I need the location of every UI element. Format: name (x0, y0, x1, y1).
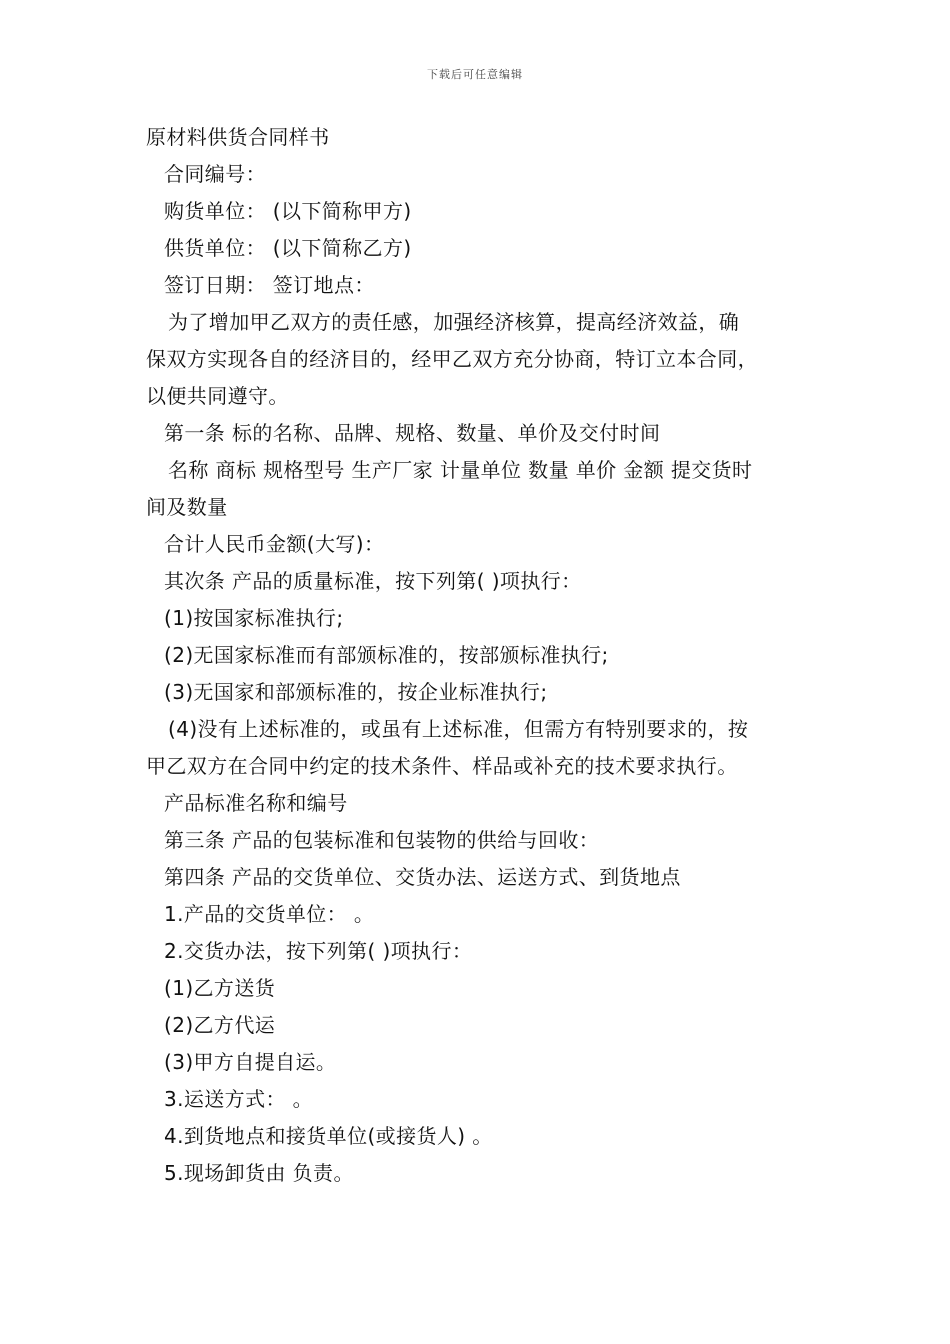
article-4-item-2-option-1: (1)乙方送货 (164, 976, 276, 1000)
article-2-heading: 其次条 产品的质量标准，按下列第( )项执行： (164, 569, 582, 593)
product-standard-line: 产品标准名称和编号 (164, 791, 348, 815)
article-4-item-1: 1.产品的交货单位： 。 (164, 902, 375, 926)
preamble-line-3: 以便共同遵守。 (146, 384, 289, 408)
contract-number-line: 合同编号： (164, 162, 266, 186)
article-3-heading: 第三条 产品的包装标准和包装物的供给与回收： (164, 828, 600, 852)
article-2-item-1: (1)按国家标准执行; (164, 606, 344, 630)
article-4-item-2: 2.交货办法，按下列第( )项执行： (164, 939, 473, 963)
sign-date-place-line: 签订日期： 签订地点： (164, 273, 375, 297)
article-4-item-3: 3.运送方式： 。 (164, 1087, 314, 1111)
article-4-item-4: 4.到货地点和接货单位(或接货人) 。 (164, 1124, 493, 1148)
article-2-item-4-line-2: 甲乙双方在合同中约定的技术条件、样品或补充的技术要求执行。 (146, 754, 738, 778)
article-4-item-5: 5.现场卸货由 负责。 (164, 1161, 354, 1185)
buyer-line: 购货单位： (以下简称甲方) (164, 199, 412, 223)
preamble-line-1: 为了增加甲乙双方的责任感，加强经济核算，提高经济效益，确 (168, 310, 740, 334)
article-1-heading: 第一条 标的名称、品牌、规格、数量、单价及交付时间 (164, 421, 661, 445)
article-4-heading: 第四条 产品的交货单位、交货办法、运送方式、到货地点 (164, 865, 681, 889)
article-2-item-4-line-1: (4)没有上述标准的，或虽有上述标准，但需方有特别要求的，按 (168, 717, 749, 741)
document-title: 原材料供货合同样书 (146, 125, 330, 149)
supplier-line: 供货单位： (以下简称乙方) (164, 236, 412, 260)
article-2-item-2: (2)无国家标准而有部颁标准的，按部颁标准执行; (164, 643, 609, 667)
article-2-item-3: (3)无国家和部颁标准的，按企业标准执行; (164, 680, 548, 704)
total-amount-line: 合计人民币金额(大写)： (164, 532, 385, 556)
document-body (146, 119, 826, 1192)
article-1-columns-line-1: 名称 商标 规格型号 生产厂家 计量单位 数量 单价 金额 提交货时 (168, 458, 753, 482)
article-4-item-2-option-2: (2)乙方代运 (164, 1013, 276, 1037)
article-4-item-2-option-3: (3)甲方自提自运。 (164, 1050, 337, 1074)
preamble-line-2: 保双方实现各自的经济目的，经甲乙双方充分协商，特订立本合同， (146, 347, 758, 371)
article-1-columns-line-2: 间及数量 (146, 495, 228, 519)
page-header-note: 下载后可任意编辑 (427, 68, 523, 81)
